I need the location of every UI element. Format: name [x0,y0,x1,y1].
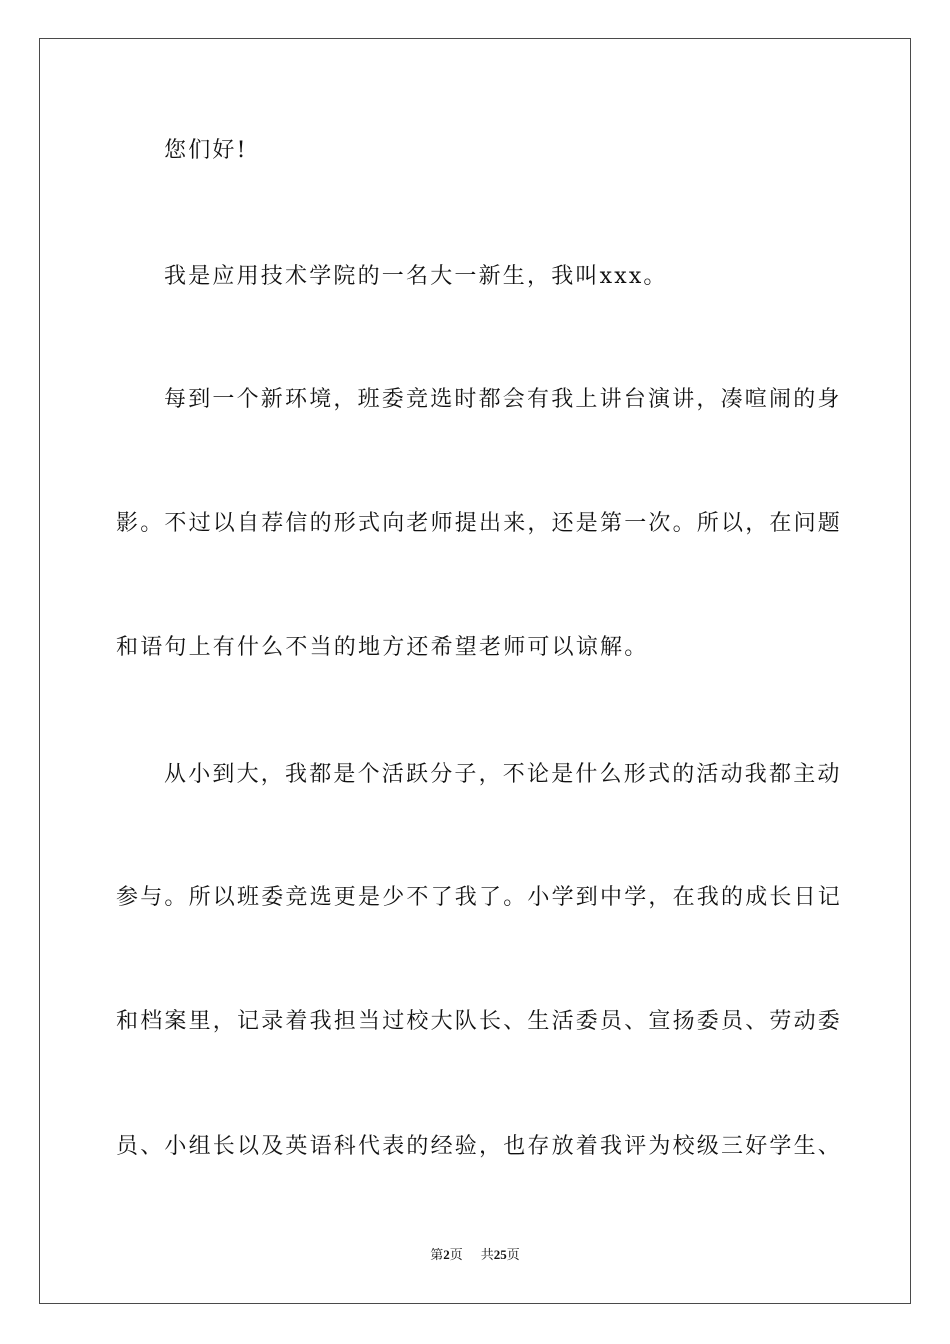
page-prefix: 第 [430,1248,444,1263]
paragraph-line: 每到一个新环境，班委竞选时都会有我上讲台演讲，凑喧闹的身 [164,387,842,412]
total-pages-number: 25 [493,1247,507,1262]
paragraph-line: 我是应用技术学院的一名大一新生，我叫xxx。 [164,264,668,289]
current-page-number: 2 [443,1247,450,1262]
page-footer [0,1246,950,1265]
paragraph-line: 和语句上有什么不当的地方还希望老师可以谅解。 [116,635,649,660]
total-suffix: 页 [506,1248,520,1263]
greeting-line: 您们好! [164,138,248,163]
paragraph-line: 参与。所以班委竞选更是少不了我了。小学到中学，在我的成长日记 [116,885,843,910]
paragraph-line: 从小到大，我都是个活跃分子，不论是什么形式的活动我都主动 [164,762,842,787]
total-prefix: 共 [480,1248,494,1263]
paragraph-line: 和档案里，记录着我担当过校大队长、生活委员、宣扬委员、劳动委 [116,1009,843,1034]
paragraph-line: 影。不过以自荐信的形式向老师提出来，还是第一次。所以，在问题 [116,511,843,536]
page-suffix: 页 [449,1248,463,1263]
page-frame [39,38,911,1304]
paragraph-line: 员、小组长以及英语科代表的经验，也存放着我评为校级三好学生、 [116,1134,843,1159]
